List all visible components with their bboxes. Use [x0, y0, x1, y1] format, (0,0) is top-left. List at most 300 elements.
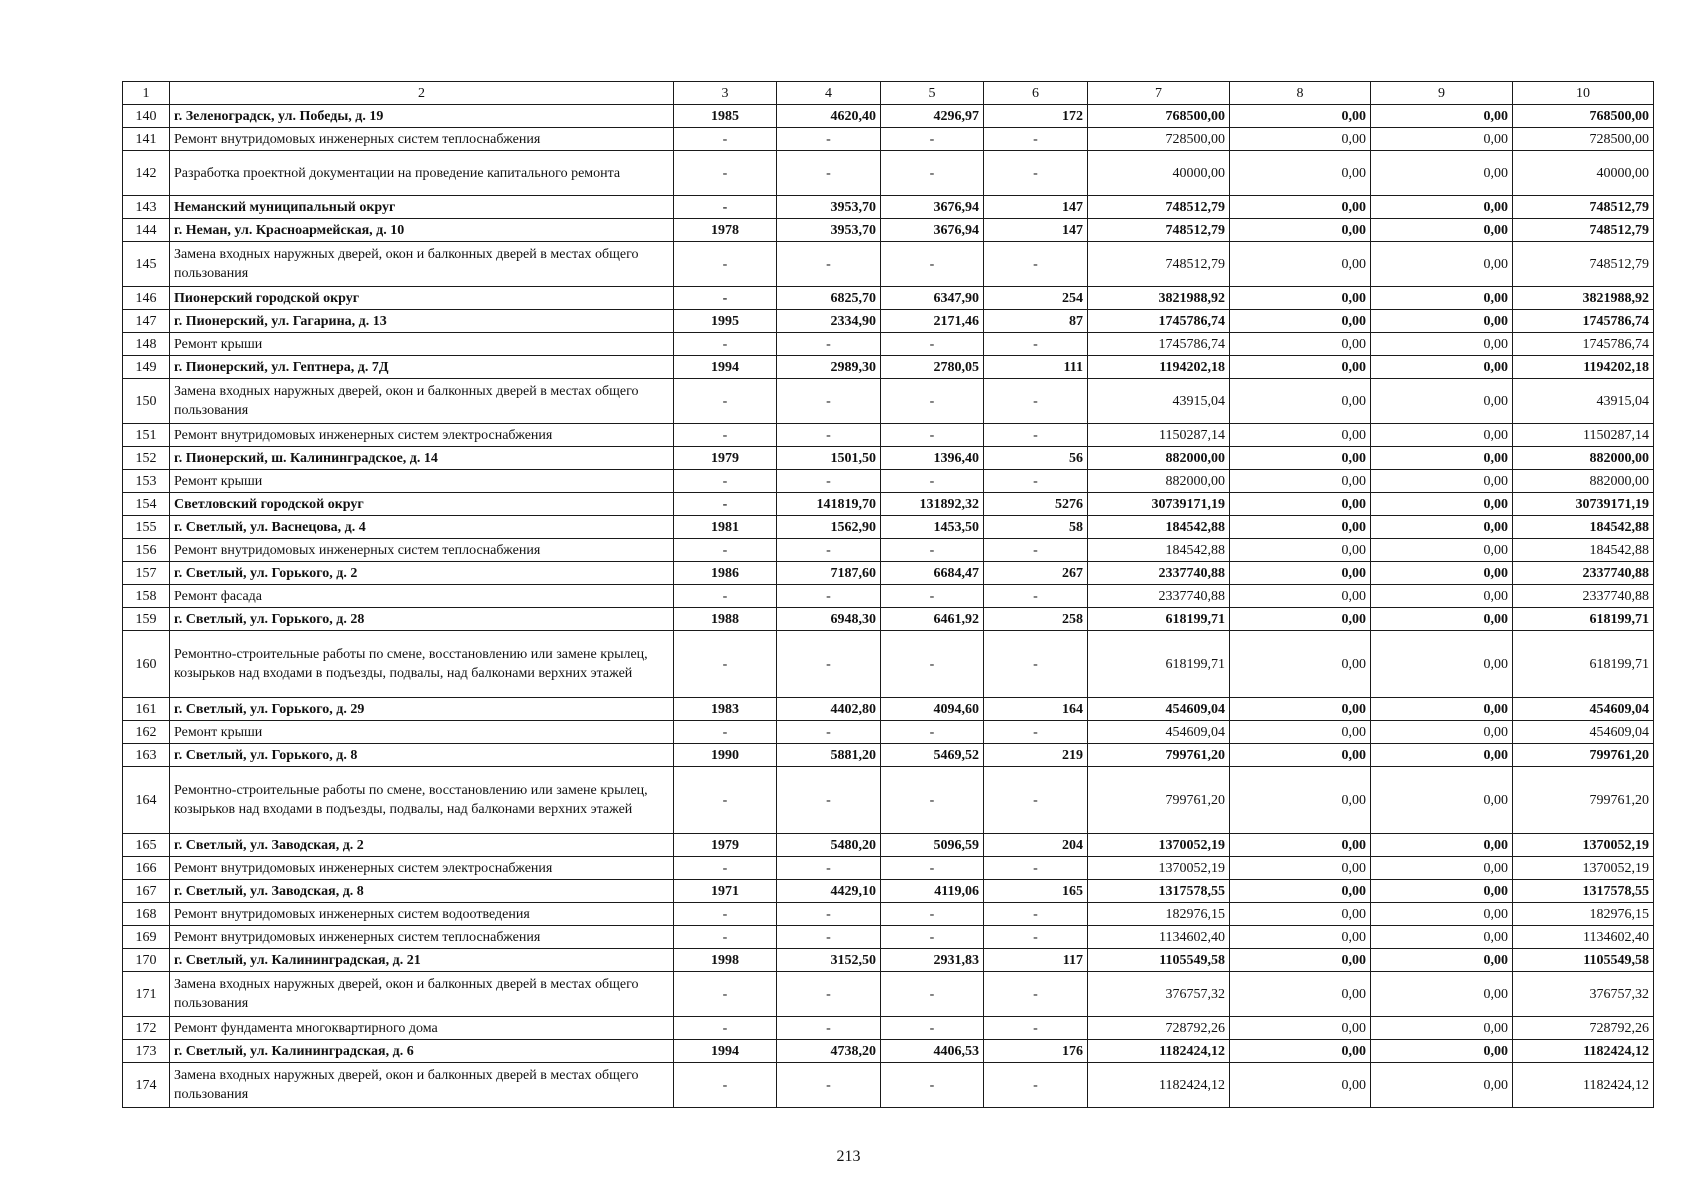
cell-col9: 0,00 — [1371, 539, 1513, 562]
table-row — [123, 242, 1654, 287]
cell-col9: 0,00 — [1371, 219, 1513, 242]
table-row — [123, 539, 1654, 562]
cell-col10: 454609,04 — [1513, 698, 1654, 721]
row-number: 172 — [123, 1017, 170, 1040]
cell-col7: 1317578,55 — [1088, 880, 1230, 903]
cell-col8: 0,00 — [1230, 151, 1371, 196]
item-name: г. Пионерский, ул. Гептнера, д. 7Д — [170, 356, 674, 379]
cell-col5: - — [881, 903, 984, 926]
cell-col10: 748512,79 — [1513, 242, 1654, 287]
table-row — [123, 1063, 1654, 1108]
cell-year: 1971 — [674, 880, 777, 903]
cell-col5: - — [881, 379, 984, 424]
cell-col4: 5480,20 — [777, 834, 881, 857]
item-name: г. Светлый, ул. Горького, д. 28 — [170, 608, 674, 631]
item-name: г. Светлый, ул. Горького, д. 29 — [170, 698, 674, 721]
row-number: 146 — [123, 287, 170, 310]
cell-col5: - — [881, 972, 984, 1017]
cell-col8: 0,00 — [1230, 562, 1371, 585]
cell-col6: 172 — [984, 105, 1088, 128]
cell-col4: - — [777, 424, 881, 447]
cell-col8: 0,00 — [1230, 926, 1371, 949]
cell-col10: 748512,79 — [1513, 219, 1654, 242]
item-name: г. Светлый, ул. Васнецова, д. 4 — [170, 516, 674, 539]
cell-col8: 0,00 — [1230, 698, 1371, 721]
cell-col7: 1745786,74 — [1088, 333, 1230, 356]
cell-col7: 1745786,74 — [1088, 310, 1230, 333]
cell-col5: - — [881, 631, 984, 698]
table-row — [123, 744, 1654, 767]
cell-col7: 182976,15 — [1088, 903, 1230, 926]
cell-col9: 0,00 — [1371, 562, 1513, 585]
item-name: г. Зеленоградск, ул. Победы, д. 19 — [170, 105, 674, 128]
cell-col9: 0,00 — [1371, 493, 1513, 516]
cell-col7: 768500,00 — [1088, 105, 1230, 128]
cell-col10: 768500,00 — [1513, 105, 1654, 128]
cell-col4: - — [777, 151, 881, 196]
row-number: 141 — [123, 128, 170, 151]
item-name: г. Светлый, ул. Заводская, д. 2 — [170, 834, 674, 857]
cell-col8: 0,00 — [1230, 857, 1371, 880]
item-name: Ремонт внутридомовых инженерных систем электроснабжения — [170, 857, 674, 880]
cell-col7: 1134602,40 — [1088, 926, 1230, 949]
cell-year: 1986 — [674, 562, 777, 585]
item-name: г. Светлый, ул. Заводская, д. 8 — [170, 880, 674, 903]
cell-year: 1979 — [674, 834, 777, 857]
cell-col7: 1370052,19 — [1088, 857, 1230, 880]
header-cell: 4 — [777, 82, 881, 105]
cell-col8: 0,00 — [1230, 128, 1371, 151]
cell-col6: 219 — [984, 744, 1088, 767]
cell-col5: 1453,50 — [881, 516, 984, 539]
cell-col9: 0,00 — [1371, 1017, 1513, 1040]
cell-col6: 56 — [984, 447, 1088, 470]
cell-col4: 3953,70 — [777, 219, 881, 242]
cell-col5: 6684,47 — [881, 562, 984, 585]
cell-col7: 1194202,18 — [1088, 356, 1230, 379]
cell-col8: 0,00 — [1230, 516, 1371, 539]
cell-col5: - — [881, 539, 984, 562]
row-number: 158 — [123, 585, 170, 608]
cell-col4: 2989,30 — [777, 356, 881, 379]
header-cell: 6 — [984, 82, 1088, 105]
item-name: Ремонт крыши — [170, 333, 674, 356]
cell-col4: - — [777, 539, 881, 562]
item-name: Ремонтно-строительные работы по смене, восстановлению или замене крылец, козырьков над входами в подъезды, подвалы, над балконами верхних этажей — [170, 631, 674, 698]
cell-year: 1979 — [674, 447, 777, 470]
cell-col10: 728500,00 — [1513, 128, 1654, 151]
cell-col4: 4738,20 — [777, 1040, 881, 1063]
table-row — [123, 333, 1654, 356]
table-row — [123, 470, 1654, 493]
cell-col4: - — [777, 242, 881, 287]
cell-col5: 1396,40 — [881, 447, 984, 470]
cell-col4: - — [777, 585, 881, 608]
cell-col8: 0,00 — [1230, 1063, 1371, 1108]
cell-col6: - — [984, 857, 1088, 880]
cell-col9: 0,00 — [1371, 721, 1513, 744]
row-number: 169 — [123, 926, 170, 949]
cell-col8: 0,00 — [1230, 310, 1371, 333]
cell-col4: - — [777, 333, 881, 356]
cell-col5: - — [881, 128, 984, 151]
cell-col6: 254 — [984, 287, 1088, 310]
cell-col10: 618199,71 — [1513, 631, 1654, 698]
cell-year: - — [674, 972, 777, 1017]
cell-col5: - — [881, 926, 984, 949]
page-number: 213 — [836, 1148, 861, 1165]
cell-col5: - — [881, 242, 984, 287]
item-name: г. Неман, ул. Красноармейская, д. 10 — [170, 219, 674, 242]
cell-col7: 376757,32 — [1088, 972, 1230, 1017]
cell-col8: 0,00 — [1230, 105, 1371, 128]
cell-col7: 43915,04 — [1088, 379, 1230, 424]
row-number: 165 — [123, 834, 170, 857]
table-row — [123, 721, 1654, 744]
cell-year: 1988 — [674, 608, 777, 631]
cell-year: - — [674, 631, 777, 698]
cell-col9: 0,00 — [1371, 242, 1513, 287]
item-name: Ремонт внутридомовых инженерных систем теплоснабжения — [170, 539, 674, 562]
cell-col7: 1182424,12 — [1088, 1063, 1230, 1108]
item-name: г. Светлый, ул. Калининградская, д. 6 — [170, 1040, 674, 1063]
cell-col5: 4119,06 — [881, 880, 984, 903]
cell-col10: 618199,71 — [1513, 608, 1654, 631]
item-name: г. Светлый, ул. Горького, д. 2 — [170, 562, 674, 585]
cell-col5: - — [881, 151, 984, 196]
cell-col5: 2171,46 — [881, 310, 984, 333]
cell-col5: - — [881, 767, 984, 834]
cell-col6: 267 — [984, 562, 1088, 585]
row-number: 170 — [123, 949, 170, 972]
cell-year: - — [674, 128, 777, 151]
cell-col6: - — [984, 585, 1088, 608]
cell-col5: 4296,97 — [881, 105, 984, 128]
cell-col7: 184542,88 — [1088, 539, 1230, 562]
row-number: 168 — [123, 903, 170, 926]
cell-col7: 454609,04 — [1088, 698, 1230, 721]
cell-col8: 0,00 — [1230, 470, 1371, 493]
row-number: 160 — [123, 631, 170, 698]
cell-col8: 0,00 — [1230, 379, 1371, 424]
cell-col4: - — [777, 1063, 881, 1108]
cell-col5: - — [881, 1063, 984, 1108]
cell-year: - — [674, 1063, 777, 1108]
cell-year: - — [674, 493, 777, 516]
item-name: Светловский городской округ — [170, 493, 674, 516]
cell-col4: 1501,50 — [777, 447, 881, 470]
cell-col6: - — [984, 242, 1088, 287]
cell-col9: 0,00 — [1371, 151, 1513, 196]
cell-year: 1978 — [674, 219, 777, 242]
cell-col4: 7187,60 — [777, 562, 881, 585]
cell-col5: - — [881, 721, 984, 744]
cell-col4: 6948,30 — [777, 608, 881, 631]
cell-col10: 454609,04 — [1513, 721, 1654, 744]
cell-col8: 0,00 — [1230, 539, 1371, 562]
cell-year: - — [674, 1017, 777, 1040]
cell-col9: 0,00 — [1371, 447, 1513, 470]
row-number: 167 — [123, 880, 170, 903]
cell-col4: 4620,40 — [777, 105, 881, 128]
cell-col7: 184542,88 — [1088, 516, 1230, 539]
cell-col9: 0,00 — [1371, 379, 1513, 424]
cell-col6: 111 — [984, 356, 1088, 379]
cell-col7: 618199,71 — [1088, 631, 1230, 698]
header-row — [123, 82, 1654, 105]
cell-col10: 1150287,14 — [1513, 424, 1654, 447]
cell-col10: 1370052,19 — [1513, 857, 1654, 880]
cell-col6: - — [984, 539, 1088, 562]
item-name: Замена входных наружных дверей, окон и балконных дверей в местах общего пользования — [170, 972, 674, 1017]
cell-col7: 799761,20 — [1088, 767, 1230, 834]
cell-col6: - — [984, 424, 1088, 447]
cell-year: - — [674, 242, 777, 287]
table-row — [123, 196, 1654, 219]
cell-col7: 2337740,88 — [1088, 562, 1230, 585]
cell-col4: 3152,50 — [777, 949, 881, 972]
table-row — [123, 972, 1654, 1017]
cell-col10: 2337740,88 — [1513, 562, 1654, 585]
cell-col4: - — [777, 128, 881, 151]
table-row — [123, 880, 1654, 903]
cell-col10: 1745786,74 — [1513, 310, 1654, 333]
row-number: 161 — [123, 698, 170, 721]
cell-col9: 0,00 — [1371, 1063, 1513, 1108]
table-row — [123, 379, 1654, 424]
cell-col6: - — [984, 333, 1088, 356]
cell-col6: 147 — [984, 219, 1088, 242]
cell-col8: 0,00 — [1230, 493, 1371, 516]
row-number: 156 — [123, 539, 170, 562]
cell-col4: 2334,90 — [777, 310, 881, 333]
cell-col10: 184542,88 — [1513, 516, 1654, 539]
cell-col10: 1134602,40 — [1513, 926, 1654, 949]
header-cell: 3 — [674, 82, 777, 105]
cell-col8: 0,00 — [1230, 767, 1371, 834]
cell-col6: - — [984, 379, 1088, 424]
cell-year: - — [674, 926, 777, 949]
row-number: 166 — [123, 857, 170, 880]
table-row — [123, 1017, 1654, 1040]
item-name: Ремонт внутридомовых инженерных систем водоотведения — [170, 903, 674, 926]
cell-col7: 40000,00 — [1088, 151, 1230, 196]
table-row — [123, 834, 1654, 857]
cell-col9: 0,00 — [1371, 196, 1513, 219]
row-number: 148 — [123, 333, 170, 356]
data-table — [122, 81, 1654, 1108]
cell-col8: 0,00 — [1230, 903, 1371, 926]
table-row — [123, 493, 1654, 516]
item-name: Ремонт внутридомовых инженерных систем теплоснабжения — [170, 128, 674, 151]
cell-col4: 6825,70 — [777, 287, 881, 310]
cell-col5: 3676,94 — [881, 196, 984, 219]
cell-col5: 5469,52 — [881, 744, 984, 767]
cell-col8: 0,00 — [1230, 834, 1371, 857]
cell-year: 1994 — [674, 356, 777, 379]
table-row — [123, 287, 1654, 310]
cell-year: - — [674, 333, 777, 356]
cell-col7: 748512,79 — [1088, 196, 1230, 219]
cell-col8: 0,00 — [1230, 949, 1371, 972]
cell-col5: - — [881, 424, 984, 447]
item-name: Ремонт внутридомовых инженерных систем электроснабжения — [170, 424, 674, 447]
cell-col6: - — [984, 926, 1088, 949]
cell-col9: 0,00 — [1371, 287, 1513, 310]
cell-col6: - — [984, 631, 1088, 698]
cell-col6: - — [984, 1017, 1088, 1040]
cell-col4: 141819,70 — [777, 493, 881, 516]
cell-col9: 0,00 — [1371, 585, 1513, 608]
item-name: г. Светлый, ул. Калининградская, д. 21 — [170, 949, 674, 972]
cell-col7: 1182424,12 — [1088, 1040, 1230, 1063]
header-cell: 10 — [1513, 82, 1654, 105]
cell-col5: 6461,92 — [881, 608, 984, 631]
cell-col8: 0,00 — [1230, 585, 1371, 608]
table-row — [123, 1040, 1654, 1063]
cell-col8: 0,00 — [1230, 196, 1371, 219]
cell-col10: 748512,79 — [1513, 196, 1654, 219]
cell-col9: 0,00 — [1371, 698, 1513, 721]
cell-col4: 5881,20 — [777, 744, 881, 767]
item-name: Неманский муниципальный округ — [170, 196, 674, 219]
cell-col4: - — [777, 631, 881, 698]
table-row — [123, 424, 1654, 447]
cell-col6: - — [984, 151, 1088, 196]
row-number: 149 — [123, 356, 170, 379]
table-row — [123, 128, 1654, 151]
row-number: 164 — [123, 767, 170, 834]
cell-col8: 0,00 — [1230, 447, 1371, 470]
row-number: 171 — [123, 972, 170, 1017]
cell-col7: 748512,79 — [1088, 219, 1230, 242]
cell-col9: 0,00 — [1371, 356, 1513, 379]
row-number: 155 — [123, 516, 170, 539]
cell-year: - — [674, 585, 777, 608]
cell-year: - — [674, 903, 777, 926]
cell-col4: - — [777, 926, 881, 949]
cell-col10: 882000,00 — [1513, 470, 1654, 493]
cell-col10: 1317578,55 — [1513, 880, 1654, 903]
row-number: 157 — [123, 562, 170, 585]
table-row — [123, 447, 1654, 470]
table-row — [123, 562, 1654, 585]
cell-col10: 728792,26 — [1513, 1017, 1654, 1040]
cell-year: 1985 — [674, 105, 777, 128]
item-name: г. Светлый, ул. Горького, д. 8 — [170, 744, 674, 767]
cell-col5: - — [881, 1017, 984, 1040]
cell-col9: 0,00 — [1371, 903, 1513, 926]
cell-col7: 1370052,19 — [1088, 834, 1230, 857]
row-number: 173 — [123, 1040, 170, 1063]
cell-col4: - — [777, 721, 881, 744]
cell-col9: 0,00 — [1371, 1040, 1513, 1063]
cell-col10: 1745786,74 — [1513, 333, 1654, 356]
cell-col8: 0,00 — [1230, 356, 1371, 379]
cell-col5: 6347,90 — [881, 287, 984, 310]
cell-col8: 0,00 — [1230, 880, 1371, 903]
table-row — [123, 356, 1654, 379]
cell-year: - — [674, 379, 777, 424]
cell-col6: 164 — [984, 698, 1088, 721]
cell-col4: - — [777, 379, 881, 424]
row-number: 143 — [123, 196, 170, 219]
cell-col7: 30739171,19 — [1088, 493, 1230, 516]
cell-col9: 0,00 — [1371, 608, 1513, 631]
cell-col8: 0,00 — [1230, 972, 1371, 1017]
cell-col9: 0,00 — [1371, 516, 1513, 539]
cell-col9: 0,00 — [1371, 128, 1513, 151]
cell-col9: 0,00 — [1371, 926, 1513, 949]
cell-year: 1998 — [674, 949, 777, 972]
cell-col7: 2337740,88 — [1088, 585, 1230, 608]
cell-col9: 0,00 — [1371, 470, 1513, 493]
item-name: Замена входных наружных дверей, окон и балконных дверей в местах общего пользования — [170, 379, 674, 424]
cell-year: - — [674, 424, 777, 447]
table-row — [123, 857, 1654, 880]
cell-col10: 1105549,58 — [1513, 949, 1654, 972]
cell-year: 1990 — [674, 744, 777, 767]
table-row — [123, 949, 1654, 972]
cell-col10: 40000,00 — [1513, 151, 1654, 196]
item-name: Ремонт фасада — [170, 585, 674, 608]
cell-col9: 0,00 — [1371, 972, 1513, 1017]
cell-col8: 0,00 — [1230, 333, 1371, 356]
item-name: Ремонтно-строительные работы по смене, восстановлению или замене крылец, козырьков над входами в подъезды, подвалы, над балконами верхних этажей — [170, 767, 674, 834]
cell-col8: 0,00 — [1230, 242, 1371, 287]
item-name: Ремонт крыши — [170, 470, 674, 493]
cell-col9: 0,00 — [1371, 857, 1513, 880]
item-name: Ремонт крыши — [170, 721, 674, 744]
cell-year: - — [674, 539, 777, 562]
cell-year: 1995 — [674, 310, 777, 333]
cell-col8: 0,00 — [1230, 1040, 1371, 1063]
cell-year: 1981 — [674, 516, 777, 539]
cell-col9: 0,00 — [1371, 834, 1513, 857]
cell-col9: 0,00 — [1371, 424, 1513, 447]
cell-col10: 1182424,12 — [1513, 1063, 1654, 1108]
cell-col10: 799761,20 — [1513, 767, 1654, 834]
cell-col9: 0,00 — [1371, 949, 1513, 972]
item-name: г. Пионерский, ул. Гагарина, д. 13 — [170, 310, 674, 333]
cell-col10: 182976,15 — [1513, 903, 1654, 926]
cell-col9: 0,00 — [1371, 333, 1513, 356]
header-cell: 2 — [170, 82, 674, 105]
cell-col5: 2931,83 — [881, 949, 984, 972]
cell-col8: 0,00 — [1230, 631, 1371, 698]
cell-col6: - — [984, 972, 1088, 1017]
cell-col10: 30739171,19 — [1513, 493, 1654, 516]
cell-col10: 882000,00 — [1513, 447, 1654, 470]
cell-col6: 258 — [984, 608, 1088, 631]
cell-col6: 165 — [984, 880, 1088, 903]
table-row — [123, 767, 1654, 834]
cell-col7: 3821988,92 — [1088, 287, 1230, 310]
row-number: 140 — [123, 105, 170, 128]
cell-col4: 3953,70 — [777, 196, 881, 219]
row-number: 152 — [123, 447, 170, 470]
cell-col5: 3676,94 — [881, 219, 984, 242]
row-number: 142 — [123, 151, 170, 196]
cell-col4: - — [777, 470, 881, 493]
row-number: 154 — [123, 493, 170, 516]
cell-year: - — [674, 767, 777, 834]
cell-col8: 0,00 — [1230, 1017, 1371, 1040]
cell-col8: 0,00 — [1230, 721, 1371, 744]
cell-col10: 1370052,19 — [1513, 834, 1654, 857]
table-row — [123, 903, 1654, 926]
cell-col5: 5096,59 — [881, 834, 984, 857]
